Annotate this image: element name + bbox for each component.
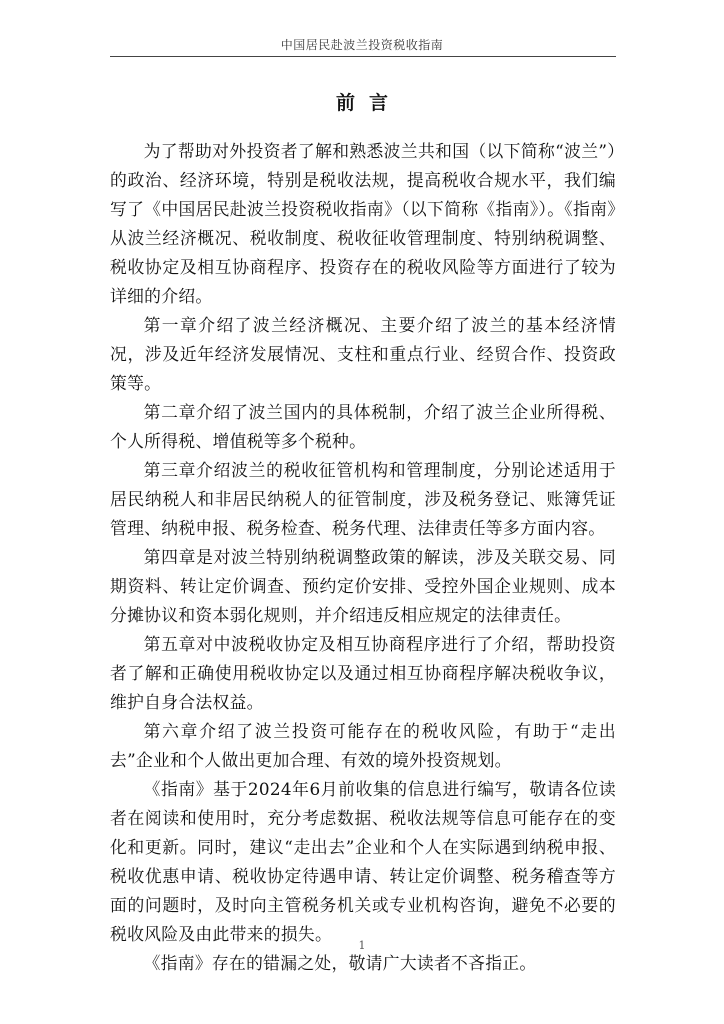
paragraph-chapter-2: 第二章介绍了波兰国内的具体税制，介绍了波兰企业所得税、个人所得税、增值税等多个税种。 <box>110 402 616 451</box>
paragraph-chapter-6: 第六章介绍了波兰投资可能存在的税收风险，有助于“走出去”企业和个人做出更加合理、有效的境外投资规划。 <box>110 721 616 770</box>
running-header: 中国居民赴波兰投资税收指南 <box>280 38 444 52</box>
paragraph-chapter-3: 第三章介绍波兰的税收征管机构和管理制度，分别论述适用于居民纳税人和非居民纳税人的征管制度，涉及税务登记、账簿凭证管理、纳税申报、税务检查、税务代理、法律责任等多方面内容。 <box>110 460 616 538</box>
body-text <box>110 137 616 978</box>
paragraph-chapter-1: 第一章介绍了波兰经济概况、主要介绍了波兰的基本经济情况，涉及近年经济发展情况、支柱和重点行业、经贸合作、投资政策等。 <box>110 315 616 393</box>
paragraph-errata-note: 《指南》存在的错漏之处，敬请广大读者不吝指正。 <box>143 953 537 973</box>
paragraph-intro: 为了帮助对外投资者了解和熟悉波兰共和国（以下简称“波兰”）的政治、经济环境，特别是税收法规，提高税收合规水平，我们编写了《中国居民赴波兰投资税收指南》（以下简称《指南》）。《指南》从波兰经济概况、税收制度、税收征收管理制度、特别纳税调整、税收协定及相互协商程序、投资存在的税收风险等方面进行了较为详细的介绍。 <box>110 141 616 306</box>
paragraph-chapter-4: 第四章是对波兰特别纳税调整政策的解读，涉及关联交易、同期资料、转让定价调查、预约定价安排、受控外国企业规则、成本分摊协议和资本弱化规则，并介绍违反相应规定的法律责任。 <box>110 547 616 625</box>
page-title: 前言 <box>335 92 402 114</box>
paragraph-chapter-5: 第五章对中波税收协定及相互协商程序进行了介绍，帮助投资者了解和正确使用税收协定以及通过相互协商程序解决税收争议，维护自身合法权益。 <box>110 634 616 712</box>
paragraph-usage-note: 《指南》基于2024年6月前收集的信息进行编写，敬请各位读者在阅读和使用时，充分考虑数据、税收法规等信息可能存在的变化和更新。同时，建议“走出去”企业和个人在实际遇到纳税申报、税收优惠申请、税收协定待遇申请、转让定价调整、税务稽查等方面的问题时，及时向主管税务机关或专业机构咨询，避免不必要的税收风险及由此带来的损失。 <box>110 779 616 944</box>
header-divider <box>110 56 616 57</box>
page-number: 1 <box>358 939 366 952</box>
